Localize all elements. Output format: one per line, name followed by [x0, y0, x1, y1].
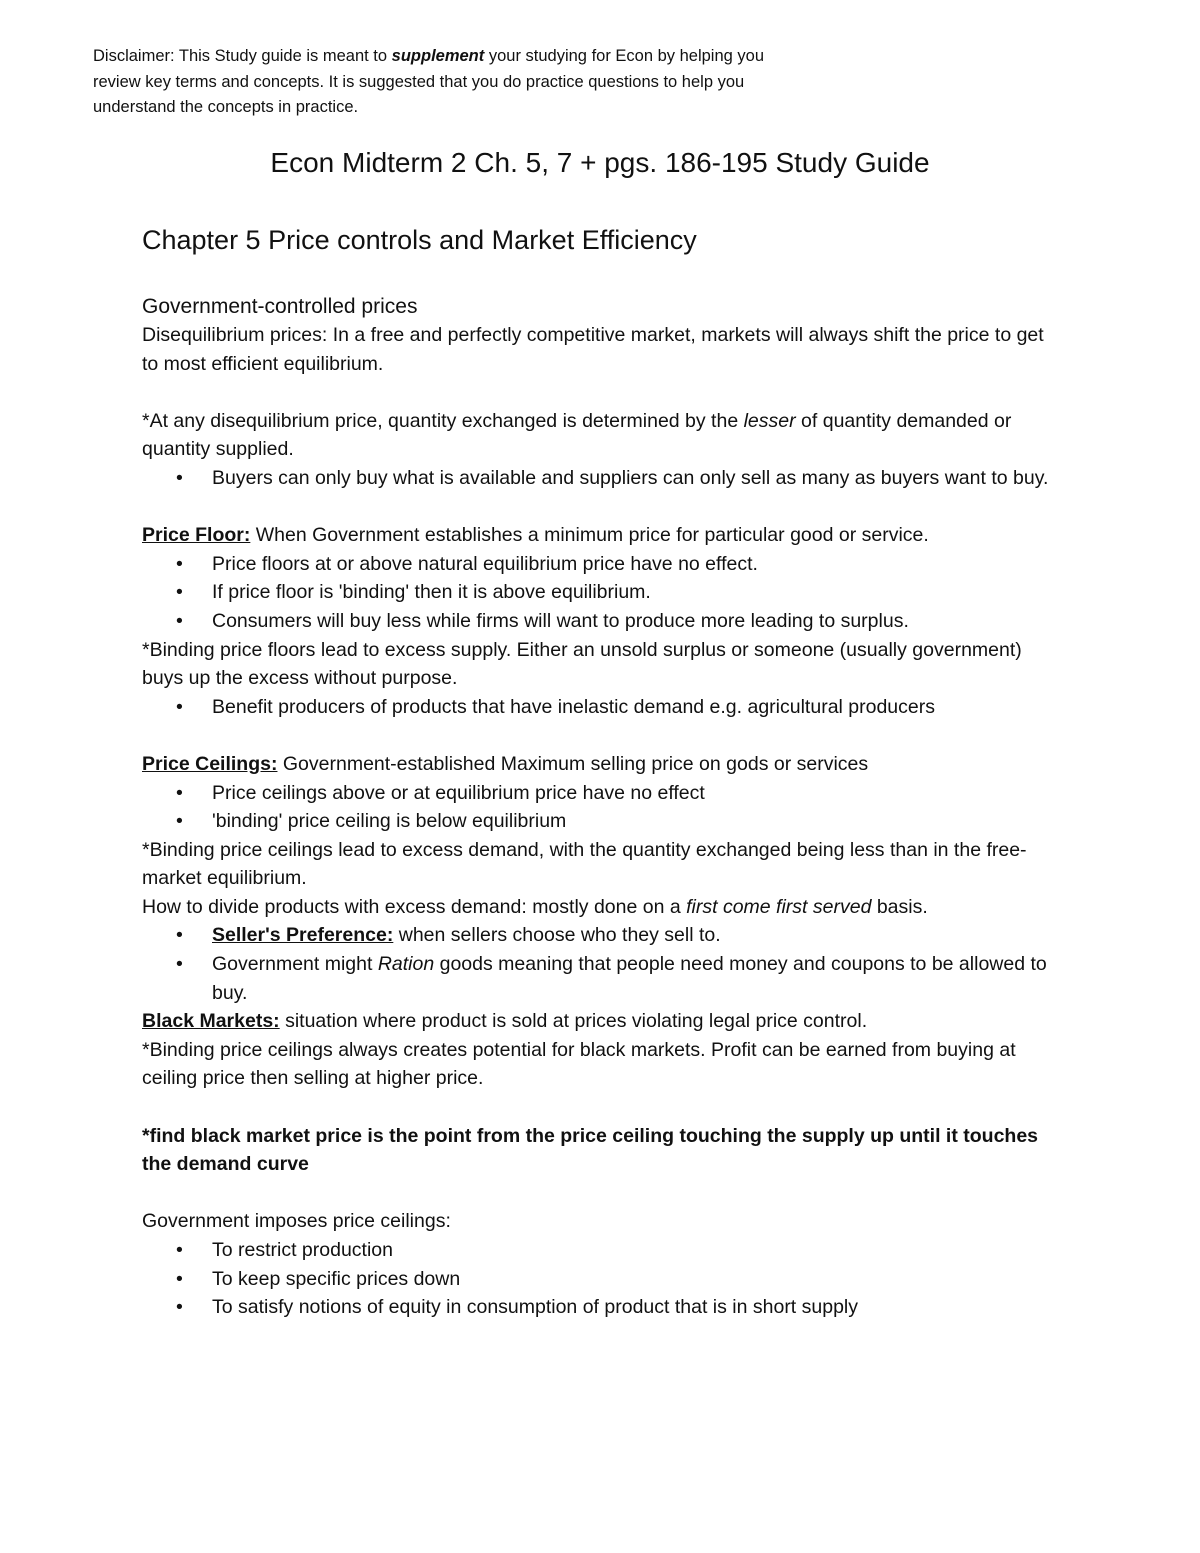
list-item: • If price floor is 'binding' then it is above equilibrium. [176, 578, 1062, 607]
section-heading: Government-controlled prices [142, 295, 418, 318]
chapter-heading: Chapter 5 Price controls and Market Efficiency [142, 225, 697, 255]
disclaimer [93, 44, 793, 121]
list-item: • Government might Ration goods meaning that people need money and coupons to be allowed to buy. [176, 950, 1062, 1007]
price-ceiling-note: *Binding price ceilings lead to excess demand, with the quantity exchanged being less than in the free-market equilibrium. [142, 838, 1027, 890]
price-floor-definition: Price Floor: When Government establishes a minimum price for particular good or service. [142, 524, 929, 547]
list-item: • To satisfy notions of equity in consumption of product that is in short supply [176, 1293, 1062, 1322]
divide-paragraph: How to divide products with excess demand: mostly done on a first come first served basis. [142, 895, 928, 918]
price-floor-bullets [142, 550, 1062, 636]
find-black-market-note: *find black market price is the point from the price ceiling touching the supply up until it touches the demand curve [142, 1124, 1039, 1176]
list-item: • Price ceilings above or at equilibrium price have no effect [176, 779, 1062, 808]
price-ceiling-term: Price Ceilings: [142, 752, 278, 775]
disclaimer-rest: your studying for Econ by helping you review key terms and concepts. It is suggested that you do practice questions to help you understand the concepts in practice. [93, 47, 765, 116]
page-title: Econ Midterm 2 Ch. 5, 7 + pgs. 186-195 Study Guide [270, 147, 930, 178]
black-market-term: Black Markets: [142, 1010, 280, 1033]
list-item: • To keep specific prices down [176, 1265, 1062, 1294]
price-floor-term: Price Floor: [142, 524, 251, 547]
price-ceiling-bullets [142, 779, 1062, 836]
list-item: • Seller's Preference: when sellers choose who they sell to. [176, 921, 1062, 950]
imposes-heading: Government imposes price ceilings: [142, 1210, 451, 1233]
price-ceiling-definition: Price Ceilings: Government-established Maximum selling price on gods or services [142, 752, 869, 775]
list-item: • Benefit producers of products that have inelastic demand e.g. agricultural producers [176, 693, 1062, 722]
price-floor-note: *Binding price floors lead to excess supply. Either an unsold surplus or someone (usually government) buys up the excess without purpose. [142, 638, 1022, 690]
document-body [142, 223, 1062, 1322]
lesser-bullets [142, 464, 1062, 493]
list-item: • 'binding' price ceiling is below equilibrium [176, 807, 1062, 836]
list-item: • Buyers can only buy what is available and suppliers can only sell as many as buyers want to buy. [176, 464, 1062, 493]
list-item: • To restrict production [176, 1236, 1062, 1265]
price-floor-note-bullets [142, 693, 1062, 722]
black-market-note: *Binding price ceilings always creates potential for black markets. Profit can be earned from buying at ceiling price then selling at higher price. [142, 1038, 1016, 1090]
divide-bullets [142, 921, 1062, 1007]
lesser-note: *At any disequilibrium price, quantity exchanged is determined by the lesser of quantity demanded or quantity supplied. [142, 409, 1012, 461]
list-item: • Price floors at or above natural equilibrium price have no effect. [176, 550, 1062, 579]
list-item: • Consumers will buy less while firms will want to produce more leading to surplus. [176, 607, 1062, 636]
seller-preference-term: Seller's Preference: [212, 924, 394, 947]
black-market-definition: Black Markets: situation where product is sold at prices violating legal price control. [142, 1010, 868, 1033]
disclaimer-lead: Disclaimer: This Study guide is meant to [93, 47, 392, 65]
imposes-bullets [142, 1236, 1062, 1322]
disequilibrium-paragraph: Disequilibrium prices: In a free and perfectly competitive market, markets will always shift the price to get to most efficient equilibrium. [142, 324, 1044, 375]
disclaimer-emphasis: supplement [391, 47, 485, 65]
